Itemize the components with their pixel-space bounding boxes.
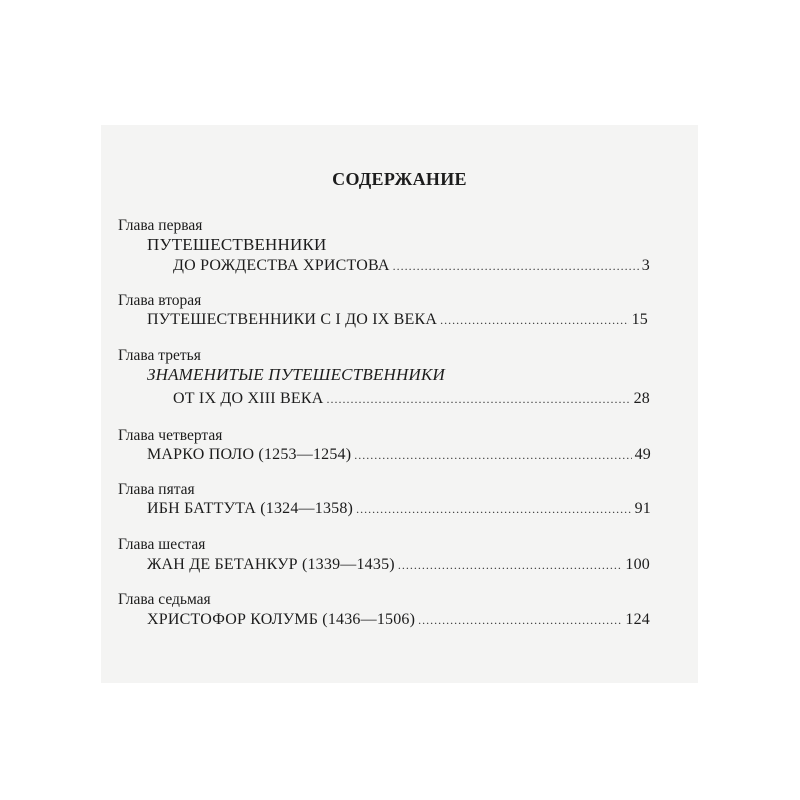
chapter-1-title-line2: ДО РОЖДЕСТВА ХРИСТОВА [173, 257, 390, 274]
chapter-2-page: 15 [631, 311, 648, 328]
leader-dots [398, 558, 623, 573]
chapter-7-entry[interactable] [147, 611, 650, 629]
chapter-7-page: 124 [625, 611, 650, 628]
toc-title: СОДЕРЖАНИЕ [332, 169, 467, 189]
chapter-5-entry[interactable] [147, 500, 651, 518]
chapter-3-title-line1: ЗНАМЕНИТЫЕ ПУТЕШЕСТВЕННИКИ [147, 365, 445, 384]
chapter-1-title-line1: ПУТЕШЕСТВЕННИКИ [147, 235, 327, 254]
chapter-6-entry[interactable] [147, 556, 650, 574]
chapter-3-title-line2: ОТ IX ДО XIII ВЕКА [173, 390, 324, 407]
chapter-7-label: Глава седьмая [118, 591, 211, 608]
chapter-2-label: Глава вторая [118, 292, 202, 309]
chapter-6-label: Глава шестая [118, 536, 206, 553]
leader-dots [418, 613, 622, 628]
chapter-5-label: Глава пятая [118, 481, 195, 498]
chapter-4-entry[interactable] [147, 446, 651, 464]
chapter-4-page: 49 [634, 446, 651, 463]
toc-page [101, 125, 698, 683]
leader-dots [393, 259, 639, 274]
chapter-1-label: Глава первая [118, 217, 203, 234]
chapter-5-page: 91 [634, 500, 651, 517]
leader-dots [327, 392, 631, 407]
leader-dots [354, 448, 631, 463]
chapter-1-page: 3 [641, 257, 650, 274]
chapter-3-label: Глава третья [118, 347, 201, 364]
chapter-1-entry[interactable] [173, 257, 650, 275]
chapter-3-page: 28 [633, 390, 650, 407]
chapter-2-title: ПУТЕШЕСТВЕННИКИ С I ДО IX ВЕКА [147, 311, 438, 328]
chapter-6-title: ЖАН ДЕ БЕТАНКУР (1339—1435) [147, 556, 395, 573]
chapter-5-title: ИБН БАТТУТА (1324—1358) [147, 500, 354, 517]
chapter-3-entry[interactable] [173, 390, 650, 408]
chapter-4-title: МАРКО ПОЛО (1253—1254) [147, 446, 352, 463]
chapter-7-title: ХРИСТОФОР КОЛУМБ (1436—1506) [147, 611, 416, 628]
chapter-2-entry[interactable] [147, 311, 648, 329]
chapter-4-label: Глава четвертая [118, 427, 223, 444]
leader-dots [440, 313, 628, 328]
leader-dots [356, 502, 632, 517]
chapter-6-page: 100 [625, 556, 650, 573]
